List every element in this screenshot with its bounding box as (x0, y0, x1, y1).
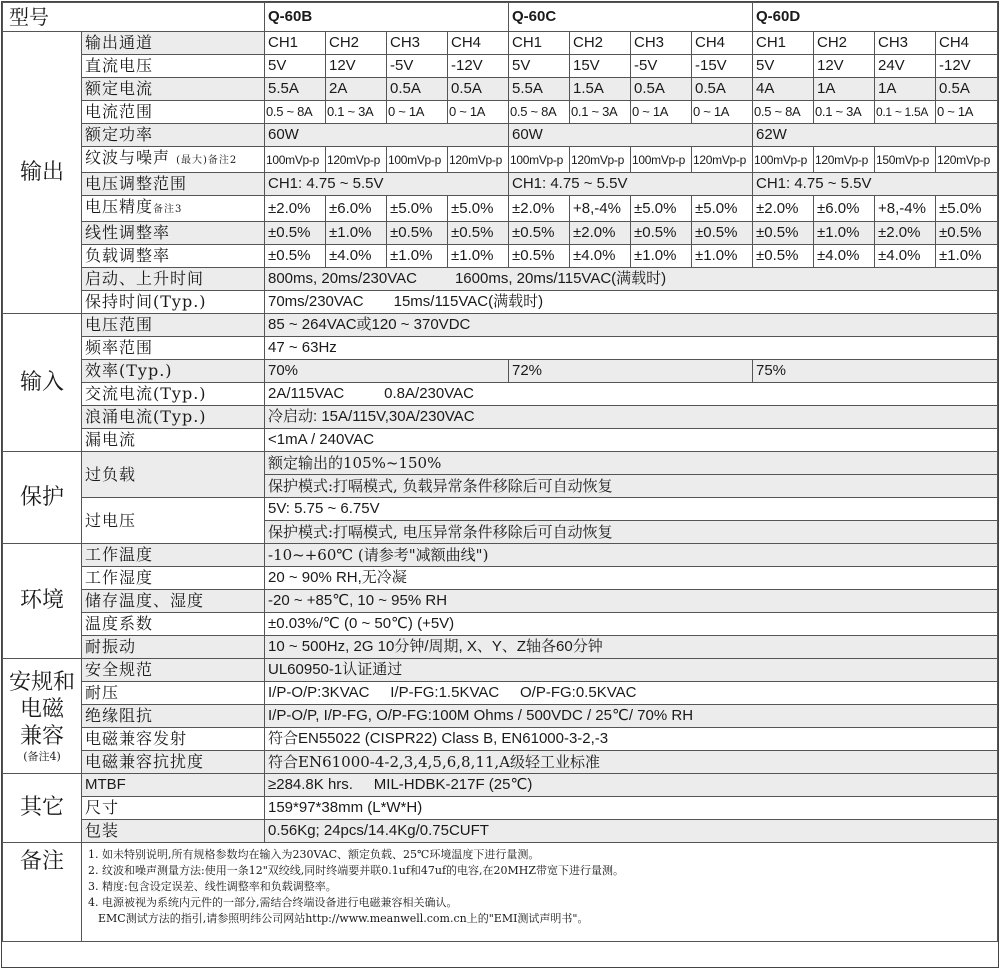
cell: ±0.5% (265, 222, 326, 245)
label-dc-voltage: 直流电压 (82, 55, 265, 78)
cell: 120mVp-p (692, 147, 753, 173)
note-5: EMC测试方法的指引,请参照明纬公司网站http://www.meanwell.com.cn上的"EMI测试声明书"。 (98, 912, 589, 925)
cell: 0 ~ 1A (448, 101, 509, 124)
cell: ±5.0% (448, 196, 509, 222)
row-emc-immunity (3, 751, 998, 774)
row-notes (3, 843, 998, 942)
row-emc-emission (3, 728, 998, 751)
label-storage: 储存温度、湿度 (82, 590, 265, 613)
vtol-note: 备注3 (153, 204, 183, 215)
row-rated-power (3, 124, 998, 147)
cell: ±1.0% (448, 245, 509, 268)
overvoltage-value-1: 5V: 5.75 ~ 6.75V (265, 498, 998, 521)
label-emc-immunity: 电磁兼容抗扰度 (82, 751, 265, 774)
work-hum-value: 20 ~ 90% RH,无冷凝 (265, 567, 998, 590)
cell: 72% (509, 360, 753, 383)
label-temp-coef: 温度系数 (82, 613, 265, 636)
label-inrush: 浪涌电流(Typ.) (82, 406, 265, 429)
note-2: 2. 纹波和噪声测量方法:使用一条12"双绞线,同时终端要并联0.1uf和47uf的电容,在20MHZ带宽下进行量测。 (88, 864, 625, 877)
cell: 0.5 ~ 8A (753, 101, 814, 124)
row-inrush (3, 406, 998, 429)
cell: ±0.5% (448, 222, 509, 245)
label-emc-emission: 电磁兼容发射 (82, 728, 265, 751)
label-work-temp: 工作温度 (82, 544, 265, 567)
hold-c: (满载时) (488, 293, 544, 310)
row-temp-coef (3, 613, 998, 636)
cell: ±0.5% (631, 222, 692, 245)
note-3: 3. 精度:包含设定误差、线性调整率和负载调整率。 (88, 880, 337, 893)
label-work-hum: 工作湿度 (82, 567, 265, 590)
inrush-value (265, 406, 998, 429)
cell: CH1 (753, 32, 814, 55)
cell: 5V (753, 55, 814, 78)
row-safety-std (3, 659, 998, 682)
freq-value: 47 ~ 63Hz (265, 337, 998, 360)
inrush-b: 15A/115V,30A/230VAC (321, 408, 475, 425)
cell: CH2 (814, 32, 875, 55)
section-safety-line2: 电磁 (19, 696, 64, 722)
row-mtbf (3, 774, 998, 797)
cell: ±1.0% (936, 245, 998, 268)
row-work-temp (3, 544, 998, 567)
cell: CH2 (570, 32, 631, 55)
row-load-regulation (3, 245, 998, 268)
label-overvoltage: 过电压 (82, 498, 265, 544)
notes-content (82, 843, 998, 942)
cell: -5V (387, 55, 448, 78)
cell: 75% (753, 360, 998, 383)
cell: ±1.0% (814, 222, 875, 245)
section-notes: 备注 (3, 843, 82, 942)
row-dimension (3, 797, 998, 820)
cell: 120mVp-p (570, 147, 631, 173)
row-hold-time (3, 291, 998, 314)
row-packing (3, 820, 998, 843)
label-overload: 过负载 (82, 452, 265, 498)
hold-value (265, 291, 998, 314)
cell: ±2.0% (875, 222, 936, 245)
cell: 0.5A (936, 78, 998, 101)
cell: ±6.0% (814, 196, 875, 222)
cell: 0.1 ~ 3A (570, 101, 631, 124)
label-eff: 效率(Typ.) (82, 360, 265, 383)
cell: 0.5A (448, 78, 509, 101)
row-channels (3, 32, 998, 55)
hold-a: 70ms/230VAC (268, 293, 364, 310)
section-safety (3, 659, 82, 774)
cell: ±0.5% (265, 245, 326, 268)
cell: ±5.0% (936, 196, 998, 222)
cell: 0.1 ~ 1.5A (875, 101, 936, 124)
header-row (3, 3, 998, 32)
label-safety-std: 安全规范 (82, 659, 265, 682)
cell: 4A (753, 78, 814, 101)
cell: 100mVp-p (387, 147, 448, 173)
packing-value: 0.56Kg; 24pcs/14.4Kg/0.75CUFT (265, 820, 998, 843)
cell: 100mVp-p (753, 147, 814, 173)
label-freq: 频率范围 (82, 337, 265, 360)
label-channels: 输出通道 (82, 32, 265, 55)
cell: CH3 (387, 32, 448, 55)
label-setup: 启动、上升时间 (82, 268, 265, 291)
cell: 100mVp-p (265, 147, 326, 173)
cell: 0.5 ~ 8A (265, 101, 326, 124)
row-leak (3, 429, 998, 452)
overvoltage-value-2: 保护模式:打嗝模式, 电压异常条件移除后可自动恢复 (265, 521, 998, 544)
cell: +8,-4% (570, 196, 631, 222)
dimension-value: 159*97*38mm (L*W*H) (265, 797, 998, 820)
row-current-range (3, 101, 998, 124)
cell: 60W (265, 124, 509, 147)
setup-value (265, 268, 998, 291)
label-withstand: 耐压 (82, 682, 265, 705)
cell: ±5.0% (692, 196, 753, 222)
emc-emission-value: 符合EN55022 (CISPR22) Class B, EN61000-3-2,-3 (265, 728, 998, 751)
hold-b: 15ms/115VAC (393, 293, 489, 310)
cell: ±5.0% (631, 196, 692, 222)
label-line: 线性调整率 (82, 222, 265, 245)
row-storage (3, 590, 998, 613)
cell: 120mVp-p (326, 147, 387, 173)
withstand-value: I/P-O/P:3KVAC I/P-FG:1.5KVAC O/P-FG:0.5KVAC (265, 682, 998, 705)
isolation-value: I/P-O/P, I/P-FG, O/P-FG:100M Ohms / 500VDC / 25℃/ 70% RH (265, 705, 998, 728)
label-rated-current: 额定电流 (82, 78, 265, 101)
cell: CH4 (448, 32, 509, 55)
cell: CH4 (692, 32, 753, 55)
label-vtol (82, 196, 265, 222)
row-eff (3, 360, 998, 383)
cell: 0 ~ 1A (631, 101, 692, 124)
cell: 1A (875, 78, 936, 101)
cell: CH1: 4.75 ~ 5.5V (509, 173, 753, 196)
row-overvoltage-1 (3, 498, 998, 521)
cell: 1A (814, 78, 875, 101)
cell: 15V (570, 55, 631, 78)
emc-immunity-value: 符合EN61000-4-2,3,4,5,6,8,11,A级轻工业标准 (265, 751, 998, 774)
label-leak: 漏电流 (82, 429, 265, 452)
model-label: 型号 (3, 3, 265, 32)
cell: CH4 (936, 32, 998, 55)
cell: ±1.0% (692, 245, 753, 268)
cell: 12V (326, 55, 387, 78)
mtbf-value: ≥284.8K hrs. MIL-HDBK-217F (25℃) (265, 774, 998, 797)
cell: 0.5A (631, 78, 692, 101)
row-work-hum (3, 567, 998, 590)
label-mtbf: MTBF (82, 774, 265, 797)
cell: ±0.5% (936, 222, 998, 245)
ripple-note: (最大)备注2 (176, 155, 238, 166)
cell: ±1.0% (631, 245, 692, 268)
cell: 5V (265, 55, 326, 78)
cell: 100mVp-p (631, 147, 692, 173)
note-4: 4. 电源被视为系统内元件的一部分,需结合终端设备进行电磁兼容相关确认。 (88, 896, 458, 909)
label-vibration: 耐振动 (82, 636, 265, 659)
cell: ±1.0% (387, 245, 448, 268)
cell: 24V (875, 55, 936, 78)
vrange-value: 85 ~ 264VAC或120 ~ 370VDC (265, 314, 998, 337)
cell: 5.5A (265, 78, 326, 101)
cell: 0 ~ 1A (692, 101, 753, 124)
cell: ±2.0% (265, 196, 326, 222)
section-protection: 保护 (3, 452, 82, 544)
label-current-range: 电流范围 (82, 101, 265, 124)
cell: ±4.0% (814, 245, 875, 268)
model-q60d: Q-60D (753, 3, 998, 32)
cell: -12V (448, 55, 509, 78)
row-ripple (3, 147, 998, 173)
cell: 70% (265, 360, 509, 383)
cell: CH1: 4.75 ~ 5.5V (265, 173, 509, 196)
safety-std-value: UL60950-1认证通过 (265, 659, 998, 682)
cell: 120mVp-p (936, 147, 998, 173)
cell: ±0.5% (753, 222, 814, 245)
cell: CH1: 4.75 ~ 5.5V (753, 173, 998, 196)
cell: ±1.0% (326, 222, 387, 245)
cell: 0.5A (692, 78, 753, 101)
cell: ±0.5% (509, 245, 570, 268)
row-input-vrange (3, 314, 998, 337)
vibration-value: 10 ~ 500Hz, 2G 10分钟/周期, X、Y、Z轴各60分钟 (265, 636, 998, 659)
cell: CH1 (509, 32, 570, 55)
label-ac: 交流电流(Typ.) (82, 383, 265, 406)
section-safety-note: (备注4) (23, 749, 61, 763)
row-ac-current (3, 383, 998, 406)
ripple-label-text: 纹波与噪声 (85, 148, 171, 167)
cell: 0.5 ~ 8A (509, 101, 570, 124)
label-isolation: 绝缘阻抗 (82, 705, 265, 728)
cell: 100mVp-p (509, 147, 570, 173)
cell: ±5.0% (387, 196, 448, 222)
setup-a: 800ms, 20ms/230VAC (268, 270, 417, 287)
section-output: 输出 (3, 32, 82, 314)
setup-b: 1600ms, 20ms/115VAC (454, 270, 612, 287)
cell: ±0.5% (509, 222, 570, 245)
cell: ±0.5% (387, 222, 448, 245)
spec-sheet (1, 1, 999, 968)
section-environment: 环境 (3, 544, 82, 659)
label-rated-power: 额定功率 (82, 124, 265, 147)
label-packing: 包装 (82, 820, 265, 843)
row-vtol (3, 196, 998, 222)
row-freq (3, 337, 998, 360)
cell: 150mVp-p (875, 147, 936, 173)
label-load: 负载调整率 (82, 245, 265, 268)
cell: ±6.0% (326, 196, 387, 222)
cell: 0 ~ 1A (936, 101, 998, 124)
section-safety-line3: 兼容 (19, 723, 64, 749)
cell: ±2.0% (753, 196, 814, 222)
ac-a: 2A/115VAC (268, 385, 345, 402)
row-vadj (3, 173, 998, 196)
storage-value: -20 ~ +85℃, 10 ~ 95% RH (265, 590, 998, 613)
cell: CH1 (265, 32, 326, 55)
cell: ±0.5% (753, 245, 814, 268)
model-q60c: Q-60C (509, 3, 753, 32)
label-hold: 保持时间(Typ.) (82, 291, 265, 314)
cell: ±4.0% (875, 245, 936, 268)
section-safety-line1: 安规和 (8, 669, 75, 695)
cell: ±4.0% (570, 245, 631, 268)
model-q60b: Q-60B (265, 3, 509, 32)
cell: 0 ~ 1A (387, 101, 448, 124)
cell: 120mVp-p (814, 147, 875, 173)
section-input: 输入 (3, 314, 82, 452)
leak-value: <1mA / 240VAC (265, 429, 998, 452)
label-vadj: 电压调整范围 (82, 173, 265, 196)
cell: ±2.0% (570, 222, 631, 245)
cell: 1.5A (570, 78, 631, 101)
section-others: 其它 (3, 774, 82, 843)
row-isolation (3, 705, 998, 728)
cell: 5.5A (509, 78, 570, 101)
cell: -15V (692, 55, 753, 78)
label-ripple (82, 147, 265, 173)
setup-c: (满载时) (611, 270, 667, 287)
cell: ±0.5% (692, 222, 753, 245)
work-temp-value: -10~+60℃ (请参考"减额曲线") (265, 544, 998, 567)
cell: 5V (509, 55, 570, 78)
label-dimension: 尺寸 (82, 797, 265, 820)
spec-table (2, 2, 998, 942)
cell: ±2.0% (509, 196, 570, 222)
overload-value-2: 保护模式:打嗝模式, 负载异常条件移除后可自动恢复 (265, 475, 998, 498)
cell: CH3 (631, 32, 692, 55)
cell: -12V (936, 55, 998, 78)
row-dc-voltage (3, 55, 998, 78)
cell: CH3 (875, 32, 936, 55)
row-vibration (3, 636, 998, 659)
cell: CH2 (326, 32, 387, 55)
cell: 12V (814, 55, 875, 78)
inrush-a: 冷启动: (268, 408, 318, 425)
temp-coef-value: ±0.03%/℃ (0 ~ 50℃) (+5V) (265, 613, 998, 636)
ac-b: 0.8A/230VAC (384, 385, 474, 402)
cell: 0.5A (387, 78, 448, 101)
cell: 0.1 ~ 3A (326, 101, 387, 124)
row-setup-time (3, 268, 998, 291)
cell: 60W (509, 124, 753, 147)
cell: 2A (326, 78, 387, 101)
cell: 0.1 ~ 3A (814, 101, 875, 124)
cell: +8,-4% (875, 196, 936, 222)
overload-value-1: 额定输出的105%~150% (265, 452, 998, 475)
row-withstand (3, 682, 998, 705)
cell: 62W (753, 124, 998, 147)
note-1: 1. 如未特别说明,所有规格参数均在输入为230VAC、额定负载、25℃环境温度下进行量测。 (88, 848, 540, 861)
label-vrange: 电压范围 (82, 314, 265, 337)
row-rated-current (3, 78, 998, 101)
ac-value (265, 383, 998, 406)
cell: 120mVp-p (448, 147, 509, 173)
cell: -5V (631, 55, 692, 78)
cell: ±4.0% (326, 245, 387, 268)
vtol-label-text: 电压精度 (85, 197, 154, 216)
row-line-regulation (3, 222, 998, 245)
row-overload-1 (3, 452, 998, 475)
